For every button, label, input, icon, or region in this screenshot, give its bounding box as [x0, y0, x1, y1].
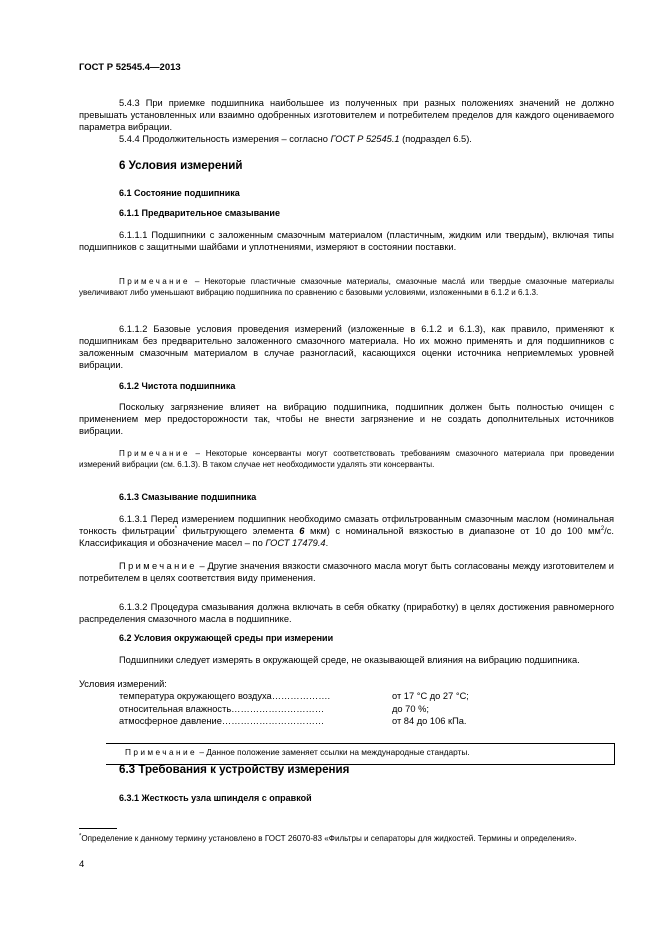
footnote-text: Определение к данному термину установлено в ГОСТ 26070-83 «Фильтры и сепараторы для жидкостей. Термины и определения». [81, 834, 577, 843]
note-label: Примечание [119, 561, 197, 571]
section-6-heading: 6 Условия измерений [119, 159, 243, 172]
text: /с. Классификация и обозначение масел – по [79, 526, 614, 549]
footnote-divider [79, 828, 117, 829]
footnote [79, 833, 614, 844]
condition-label: атмосферное давление…………………………… [119, 716, 325, 726]
condition-label: относительная влажность………………………… [119, 703, 325, 714]
note-text: – Другие значения вязкости смазочного масла могут быть согласованы между изготовителем и потребителем в целях соответствия виду применения. [79, 561, 614, 584]
paragraph-5-4-4 [119, 133, 614, 145]
standard-reference: ГОСТ Р 52545.1 [330, 134, 400, 144]
heading-6-1: 6.1 Состояние подшипника [119, 188, 240, 198]
document-header: ГОСТ Р 52545.4—2013 [79, 62, 181, 73]
superscript: 2 [600, 526, 605, 532]
heading-6-2: 6.2 Условия окружающей среды при измерении [119, 633, 334, 643]
note-label: Примечание [119, 449, 190, 458]
conditions-values [392, 690, 469, 728]
conditions-labels [119, 690, 330, 728]
heading-6-1-3: 6.1.3 Смазывание подшипника [119, 492, 257, 502]
heading-6-3: 6.3 Требования к устройству измерения [119, 763, 350, 776]
text: 6.1.3.1 Перед измерением подшипник необходимо смазать отфильтрованным смазочным маслом (номинальная тонкость фильтрации [79, 514, 614, 537]
paragraph-6-1-3-2: 6.1.3.2 Процедура смазывания должна включать в себя обкатку (приработку) в целях достижения равномерного распределения смазочного масла в подшипнике. [79, 602, 614, 625]
paragraph-6-2: Подшипники следует измерять в окружающей среде, не оказывающей влияния на вибрацию подшипника. [119, 655, 580, 665]
text: фильтрующего элемента [177, 526, 300, 537]
note-label: Примечание [125, 747, 198, 757]
note-label: Примечание [119, 277, 190, 286]
note-1 [79, 276, 614, 298]
condition-value: от 84 до 106 кПа. [392, 716, 467, 726]
note-box-text [125, 747, 470, 758]
note-2 [79, 448, 614, 470]
footnote-marker: * [174, 526, 178, 532]
text: 5.4.4 Продолжительность измерения – согласно [119, 134, 331, 144]
condition-label: температура окружающего воздуха………………. [119, 691, 331, 701]
paragraph-6-1-1-1: 6.1.1.1 Подшипники с заложенным смазочным материалом (пластичным, жидким или твердым), включая типы подшипников с защитными шайбами и уплотнениями, измеряют в состоянии поставки. [79, 230, 614, 253]
text: (подраздел 6.5). [399, 134, 472, 144]
heading-6-1-1: 6.1.1 Предварительное смазывание [119, 208, 280, 218]
text: . [325, 538, 329, 549]
condition-value: до 70 %; [392, 703, 429, 714]
paragraph-6-1-1-2: 6.1.1.2 Базовые условия проведения измерений (изложенные в 6.1.2 и 6.1.3), как правило, применяют к подшипникам без предварительно заложенного смазочного материала. Но их можно применять и для подшипников с заложенным смазочным материалом в случае разногласий, касающихся оценки источника неприемлемых уровней вибрации. [79, 324, 614, 371]
note-text: – Данное положение заменяет ссылки на международные стандарты. [197, 747, 470, 757]
paragraph-6-1-2: Поскольку загрязнение влияет на вибрацию подшипника, подшипник должен быть полностью очищен с применением мер предосторожности так, чтобы не внести загрязнение и не создать дополнительных источников вибрации. [79, 402, 614, 437]
condition-value: от 17 °С до 27 °С; [392, 691, 469, 701]
paragraph-6-1-3-1 [79, 513, 614, 549]
footnote-marker: * [79, 833, 82, 840]
filter-value: 6 [299, 526, 305, 537]
text: мкм) с номинальной вязкостью в диапазоне от 10 до 100 мм [304, 526, 601, 537]
heading-6-3-1: 6.3.1 Жесткость узла шпинделя с оправкой [119, 793, 312, 803]
paragraph-5-4-3: 5.4.3 При приемке подшипника наибольшее из полученных при разных положениях значений не должно превышать установленных или взаимно одобренных изготовителем и потребителем пределов для каждого оцениваемого параметра вибрации. [79, 98, 614, 133]
conditions-intro: Условия измерений: [79, 679, 167, 689]
standard-reference: ГОСТ 17479.4 [265, 538, 326, 549]
note-text: – Некоторые консерванты могут соответствовать требованиям смазочного материала при проведении измерений вибрации (см. 6.1.3). В таком случае нет необходимости удалять эти консерванты. [79, 449, 614, 470]
heading-6-1-2: 6.1.2 Чистота подшипника [119, 381, 236, 391]
note-3 [79, 560, 614, 584]
note-text: – Некоторые пластичные смазочные материалы, смазочные масла́ или твердые смазочные материалы увеличивают либо уменьшают вибрацию подшипника по сравнению с базовыми условиями, изложенными в 6.1.2 и 6.1.3. [79, 277, 614, 298]
page-number: 4 [79, 859, 85, 870]
